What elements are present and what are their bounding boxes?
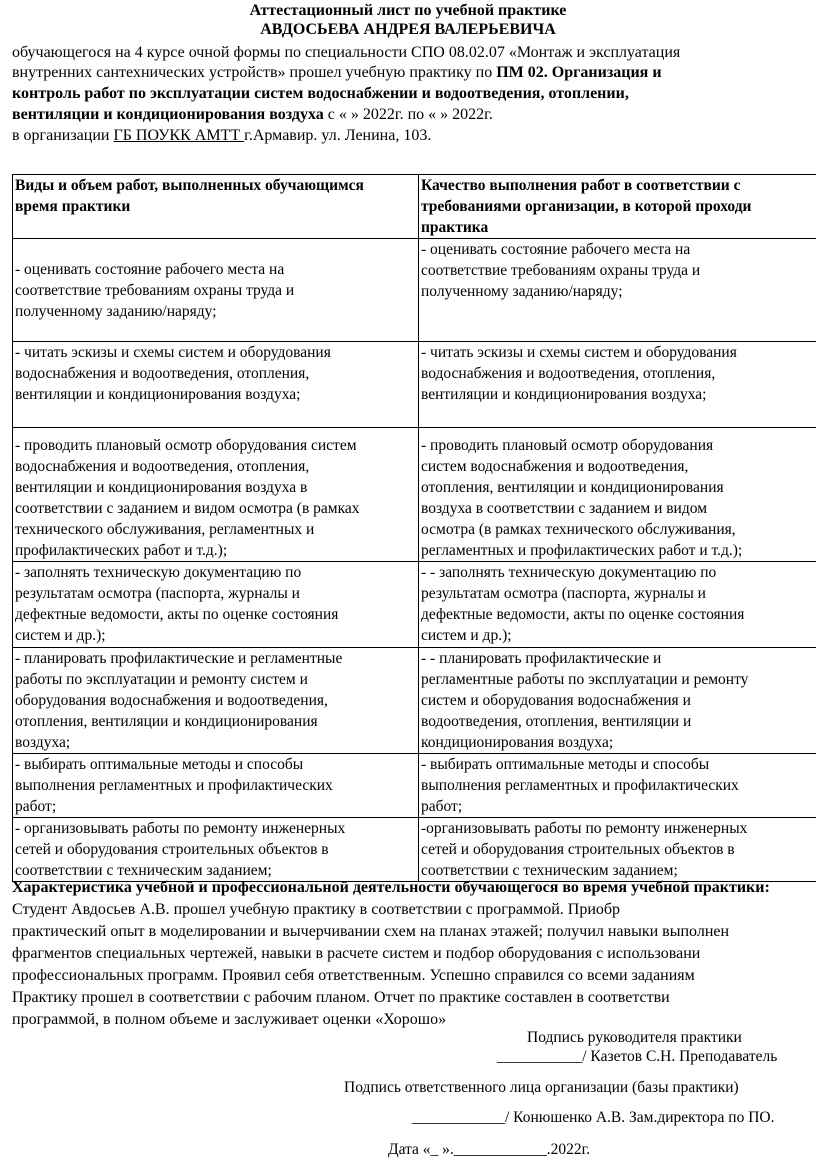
org-signature-label: Подпись ответственного лица организации (базы практики) [344, 1079, 739, 1096]
row4-left: - заполнять техническую документацию по результатам осмотра (паспорта, журналы и дефектные ведомости, акты по оценке состояния систем и др.); [13, 562, 419, 648]
col1-header: Виды и объем работ, выполненных обучающимся время практики [13, 175, 419, 239]
row1-right: - оценивать состояние рабочего места на соответствие требованиям охраны труда и полученному заданию/наряду; [419, 239, 816, 342]
row4-right: - - заполнять техническую документацию по результатам осмотра (паспорта, журналы и дефектные ведомости, акты по оценке состояния систем и др.); [419, 562, 816, 648]
row3-right: - проводить плановый осмотр оборудования систем водоснабжения и водоотведения, отопления, вентиляции и кондиционирования воздуха в соответствии с заданием и видом осмотра (в рамках технического обслуживания, регламентных и профилактических работ и т.д.); [419, 428, 816, 562]
row1-left: - оценивать состояние рабочего места на соответствие требованиям охраны труда и полученному заданию/наряду; [13, 239, 419, 342]
row6-right: - выбирать оптимальные методы и способы выполнения регламентных и профилактических работ; [419, 754, 816, 818]
row7-left: - организовывать работы по ремонту инженерных сетей и оборудования строительных объектов в соответствии с техническим заданием; [13, 818, 419, 882]
intro-line-3: контроль работ по эксплуатации систем водоснабжении и водоотведения, отоплении, [12, 85, 629, 102]
table-row [13, 428, 816, 562]
col2-header: Качество выполнения работ в соответствии с требованиями организации, в которой проходи практика [419, 175, 816, 239]
module-name-end: вентиляции и кондиционирования воздуха [12, 106, 324, 123]
org-prefix: в организации [12, 127, 114, 144]
row5-right: - - планировать профилактические и регламентные работы по эксплуатации и ремонту систем и оборудования водоснабжения и водоотведения, отопления, вентиляции и кондиционирования воздуха; [419, 648, 816, 754]
row2-right: - читать эскизы и схемы систем и оборудования водоснабжения и водоотведения, отопления, вентиляции и кондиционирования воздуха; [419, 342, 816, 428]
row6-left: - выбирать оптимальные методы и способы выполнения регламентных и профилактических работ; [13, 754, 419, 818]
date-line: Дата «_ ».____________.2022г. [388, 1141, 591, 1158]
characteristic-line-1: Студент Авдосьев А.В. прошел учебную практику в соответствии с программой. Приобр [12, 901, 621, 918]
works-table [12, 174, 816, 882]
table-row [13, 754, 816, 818]
intro-line-2 [12, 64, 662, 82]
characteristic-line-4: профессиональных программ. Проявил себя ответственным. Успешно справился со всеми заданиям [12, 967, 695, 984]
table-row [13, 648, 816, 754]
table-row [13, 562, 816, 648]
characteristic-line-5: Практику прошел в соответствии с рабочим планом. Отчет по практике составлен в соответстви [12, 989, 670, 1006]
org-address: г.Армавир. ул. Ленина, 103. [244, 127, 432, 144]
characteristic-heading: Характеристика учебной и профессиональной деятельности обучающегося во время учебной практики: [12, 879, 770, 896]
table-header-row [13, 175, 816, 239]
student-name: АВДОСЬЕВА АНДРЕЯ ВАЛЕРЬЕВИЧА [260, 21, 556, 38]
intro-line-2-text: внутренних сантехнических устройств» прошел учебную практику по [12, 64, 497, 81]
intro-line-4 [12, 106, 493, 124]
intro-line-1: обучающегося на 4 курсе очной формы по специальности СПО 08.02.07 «Монтаж и эксплуатация [12, 44, 681, 61]
organization-line [12, 127, 431, 145]
row7-right: -организовывать работы по ремонту инженерных сетей и оборудования строительных объектов в соответствии с техническим заданием; [419, 818, 816, 882]
module-name: ПМ 02. Организация и [496, 64, 662, 81]
document-title: Аттестационный лист по учебной практике [249, 2, 567, 19]
table-row [13, 818, 816, 882]
org-name: ГБ ПОУКК АМТТ [113, 127, 245, 144]
row2-left: - читать эскизы и схемы систем и оборудования водоснабжения и водоотведения, отопления, вентиляции и кондиционирования воздуха; [13, 342, 419, 428]
supervisor-signature-line: ___________/ Казетов С.Н. Преподаватель [497, 1048, 778, 1065]
row5-left: - планировать профилактические и регламентные работы по эксплуатации и ремонту систем и оборудования водоснабжения и водоотведения, отопления, вентиляции и кондиционирования воздуха; [13, 648, 419, 754]
table-row [13, 342, 816, 428]
characteristic-line-3: фрагментов специальных чертежей, навыки в расчете систем и подбор оборудования с использовани [12, 945, 701, 962]
supervisor-signature-label: Подпись руководителя практики [527, 1029, 742, 1046]
row3-left: - проводить плановый осмотр оборудования систем водоснабжения и водоотведения, отопления, вентиляции и кондиционирования воздуха в соответствии с заданием и видом осмотра (в рамках технического обслуживания, регламентных и профилактических работ и т.д.); [13, 428, 419, 562]
practice-dates: с « » 2022г. по « » 2022г. [323, 106, 493, 123]
org-signature-line: ____________/ Конюшенко А.В. Зам.директора по ПО. [412, 1109, 775, 1126]
characteristic-line-6: программой, в полном объеме и заслуживает оценки «Хорошо» [12, 1011, 447, 1028]
characteristic-line-2: практический опыт в моделировании и вычерчивании схем на планах этажей; получил навыки выполнен [12, 923, 730, 940]
table-row [13, 239, 816, 342]
